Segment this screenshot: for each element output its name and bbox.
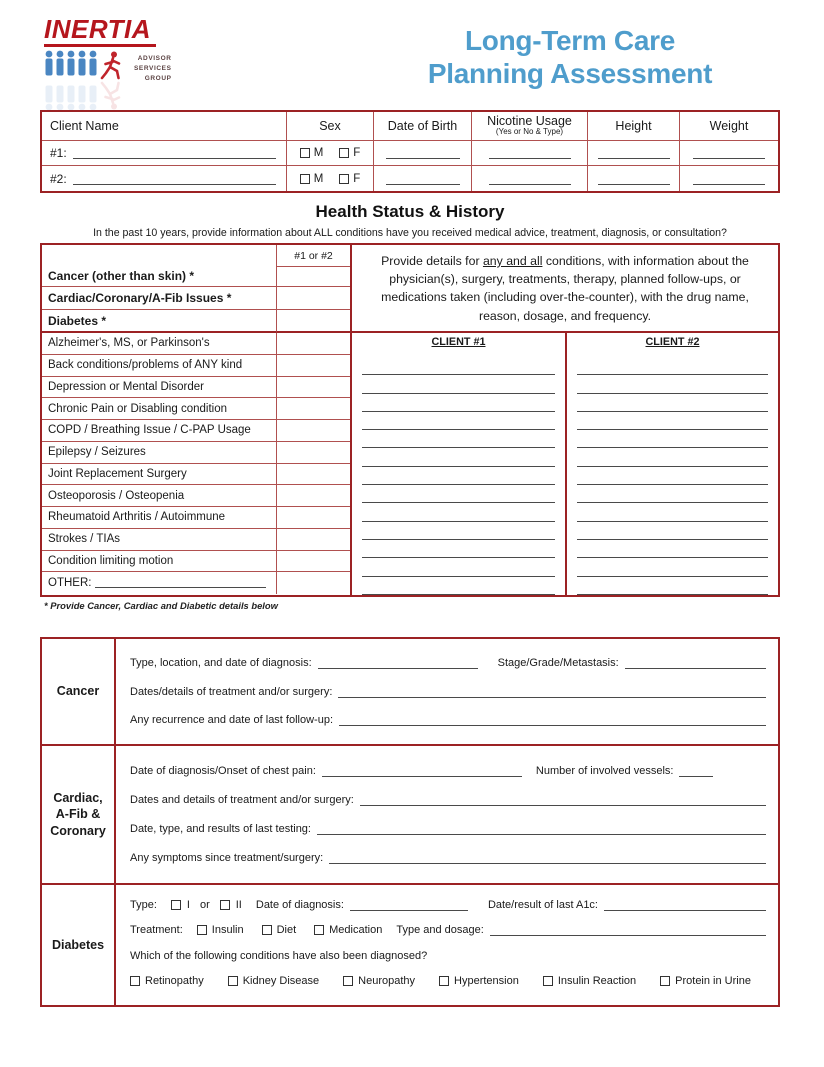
client2-column-header: CLIENT #2 <box>645 336 700 348</box>
client1-dob-field[interactable] <box>386 147 460 159</box>
client-row-2: #2: M F <box>42 166 778 191</box>
checkbox-client2-male[interactable] <box>300 174 310 184</box>
client1-height-field[interactable] <box>598 147 670 159</box>
col-header-dob: Date of Birth <box>374 112 472 141</box>
diabetes-question: Which of the following conditions have also been diagnosed? <box>130 950 428 963</box>
client2-detail-line[interactable] <box>577 577 768 595</box>
client2-detail-line[interactable] <box>577 430 768 448</box>
col-header-sex: Sex <box>287 112 374 141</box>
logo-tagline: ADVISOR SERVICES GROUP <box>134 55 172 82</box>
answer-cell-osteoporosis[interactable] <box>276 485 350 507</box>
page-title-line2: Planning Assessment <box>427 58 713 90</box>
cardiac-vessels-field[interactable] <box>679 765 713 777</box>
condition-chronic-pain: Chronic Pain or Disabling condition <box>42 398 276 420</box>
cardiac-symptoms-label: Any symptoms since treatment/surgery: <box>130 852 324 864</box>
answer-cell-joint-replacement[interactable] <box>276 464 350 486</box>
client2-detail-line[interactable] <box>577 375 768 393</box>
diabetes-a1c-label: Date/result of last A1c: <box>487 899 598 912</box>
cardiac-symptoms-field[interactable] <box>329 852 766 864</box>
answer-col-header: #1 or #2 <box>276 245 350 267</box>
logo-underline <box>44 44 156 47</box>
cardiac-section-label: Cardiac, A-Fib & Coronary <box>42 746 116 883</box>
diabetes-dx-field[interactable] <box>350 899 468 911</box>
checkbox-hypertension[interactable] <box>439 976 449 986</box>
cancer-treatment-label: Dates/details of treatment and/or surgery: <box>130 685 333 698</box>
cardiac-treatment-field[interactable] <box>360 794 766 806</box>
answer-cell-depression[interactable] <box>276 377 350 399</box>
section-heading-health: Health Status & History <box>315 202 505 221</box>
client2-detail-line[interactable] <box>577 394 768 412</box>
condition-alzheimers: Alzheimer's, MS, or Parkinson's <box>42 333 276 355</box>
condition-cardiac: Cardiac/Coronary/A-Fib Issues * <box>42 287 276 310</box>
condition-osteoporosis: Osteoporosis / Osteopenia <box>42 485 276 507</box>
diabetes-a1c-field[interactable] <box>604 899 766 911</box>
condition-epilepsy: Epilepsy / Seizures <box>42 442 276 464</box>
answer-cell-rheumatoid[interactable] <box>276 507 350 529</box>
cancer-diagnosis-field[interactable] <box>318 657 478 669</box>
client1-detail-line[interactable] <box>362 485 555 503</box>
checkbox-protein-in-urine[interactable] <box>660 976 670 986</box>
condition-other: OTHER: <box>42 572 276 594</box>
answer-cell-cancer[interactable] <box>276 267 350 287</box>
nicotine-subheader: (Yes or No & Type) <box>495 127 564 137</box>
condition-cancer: Cancer (other than skin) * <box>42 245 276 287</box>
col-header-nicotine: Nicotine Usage (Yes or No & Type) <box>472 112 588 141</box>
cancer-stage-label: Stage/Grade/Metastasis: <box>497 657 619 670</box>
condition-rheumatoid: Rheumatoid Arthritis / Autoimmune <box>42 507 276 529</box>
answer-cell-chronic-pain[interactable] <box>276 398 350 420</box>
checkbox-treatment-diet[interactable] <box>262 925 272 935</box>
client2-detail-line[interactable] <box>577 540 768 558</box>
cancer-section-label: Cancer <box>42 639 116 744</box>
condition-details-table <box>40 637 780 1007</box>
answer-cell-limiting-motion[interactable] <box>276 551 350 573</box>
client1-weight-field[interactable] <box>693 147 765 159</box>
running-figure-icon <box>102 52 119 79</box>
answer-cell-epilepsy[interactable] <box>276 442 350 464</box>
cancer-treatment-field[interactable] <box>338 686 766 698</box>
condition-copd: COPD / Breathing Issue / C-PAP Usage <box>42 420 276 442</box>
checkbox-diabetes-type-2[interactable] <box>220 900 230 910</box>
checkbox-kidney-disease[interactable] <box>228 976 238 986</box>
col-header-weight: Weight <box>680 112 778 141</box>
people-figures-icon <box>44 50 130 82</box>
inertia-logo <box>44 16 194 111</box>
client1-name-field[interactable] <box>73 147 276 159</box>
client2-detail-line[interactable] <box>577 412 768 430</box>
checkbox-insulin-reaction[interactable] <box>543 976 553 986</box>
diabetes-dosage-field[interactable] <box>490 924 766 936</box>
checkbox-neuropathy[interactable] <box>343 976 353 986</box>
client2-details-column <box>565 333 778 595</box>
condition-diabetes: Diabetes * <box>42 310 276 333</box>
cardiac-testing-label: Date, type, and results of last testing: <box>130 823 311 835</box>
logo-reflection <box>44 81 194 111</box>
details-instruction: Provide details for any and all conditions, with information about the physician(s), surgery, treatments, therapy, planned follow-ups, or medications taken (including over-the-counter), with the drug name, reason, dosage, and frequency. <box>352 245 778 333</box>
checkbox-client1-male[interactable] <box>300 148 310 158</box>
answer-cell-alzheimers[interactable] <box>276 333 350 355</box>
cardiac-testing-field[interactable] <box>317 823 766 835</box>
client1-detail-line[interactable] <box>362 503 555 521</box>
cardiac-vessels-label: Number of involved vessels: <box>535 765 674 777</box>
condition-joint-replacement: Joint Replacement Surgery <box>42 464 276 486</box>
client2-label: #2: <box>50 171 67 186</box>
page-title <box>350 24 790 90</box>
page-title-line1: Long-Term Care <box>465 25 675 56</box>
diabetes-type-label: Type: <box>130 899 157 912</box>
client1-detail-line[interactable] <box>362 412 555 430</box>
checkbox-retinopathy[interactable] <box>130 976 140 986</box>
client2-weight-field[interactable] <box>693 173 765 185</box>
diabetes-treatment-label: Treatment: <box>130 923 183 936</box>
client2-detail-line[interactable] <box>577 503 768 521</box>
client1-details-column <box>352 333 565 595</box>
checkbox-treatment-insulin[interactable] <box>197 925 207 935</box>
answer-cell-cardiac[interactable] <box>276 287 350 310</box>
cardiac-diagnosis-field[interactable] <box>322 765 522 777</box>
condition-depression: Depression or Mental Disorder <box>42 377 276 399</box>
conditions-table <box>40 243 780 597</box>
client2-detail-line[interactable] <box>577 485 768 503</box>
client2-nicotine-field[interactable] <box>489 173 571 185</box>
col-header-client-name: Client Name <box>42 112 287 141</box>
answer-cell-other[interactable] <box>276 572 350 594</box>
client1-detail-line[interactable] <box>362 467 555 485</box>
client-row-1: #1: M F <box>42 141 778 166</box>
client2-name-field[interactable] <box>73 173 276 185</box>
answer-cell-back[interactable] <box>276 355 350 377</box>
checkbox-treatment-medication[interactable] <box>314 925 324 935</box>
underlined-phrase: any and all <box>482 254 543 268</box>
client1-detail-line[interactable] <box>362 558 555 576</box>
client2-detail-line[interactable] <box>577 522 768 540</box>
checkbox-diabetes-type-1[interactable] <box>171 900 181 910</box>
condition-limiting-motion: Condition limiting motion <box>42 551 276 573</box>
answer-cell-diabetes[interactable] <box>276 310 350 333</box>
client1-detail-line[interactable] <box>362 430 555 448</box>
cancer-recurrence-field[interactable] <box>339 714 766 726</box>
condition-back: Back conditions/problems of ANY kind <box>42 355 276 377</box>
conditions-grid <box>40 243 350 597</box>
client2-dob-field[interactable] <box>386 173 460 185</box>
cancer-diagnosis-label: Type, location, and date of diagnosis: <box>130 657 312 670</box>
cancer-section <box>42 639 778 744</box>
diabetes-dx-label: Date of diagnosis: <box>255 899 344 912</box>
client1-detail-line[interactable] <box>362 577 555 595</box>
section-subheading-health: In the past 10 years, provide information about ALL conditions have you received medical advice, treatment, diagnosis, or consultation? <box>93 227 727 239</box>
cardiac-section <box>42 744 778 883</box>
client1-detail-line[interactable] <box>362 375 555 393</box>
client2-detail-line[interactable] <box>577 357 768 375</box>
client-info-table <box>40 110 780 193</box>
logo-brand-text: INERTIA <box>44 14 152 44</box>
client1-detail-line[interactable] <box>362 394 555 412</box>
checkbox-client1-female[interactable] <box>339 148 349 158</box>
condition-strokes: Strokes / TIAs <box>42 529 276 551</box>
col-header-height: Height <box>588 112 680 141</box>
details-panel <box>350 243 780 597</box>
client2-detail-line[interactable] <box>577 467 768 485</box>
other-condition-field[interactable] <box>95 576 266 588</box>
diabetes-section: Diabetes Type: I or II Date of diagnosis: Date/result of last A1c: Treatment: Insulin Diet Medication Type and dosage: Which of the following conditions have also been diagnosed? Retinopathy Kidney Disease Neuropathy Hypertension Insulin Reaction Protein in Urine <box>42 883 778 1005</box>
answer-cell-copd[interactable] <box>276 420 350 442</box>
diabetes-section-label: Diabetes <box>42 885 116 1005</box>
client1-column-header: CLIENT #1 <box>431 336 486 348</box>
client1-label: #1: <box>50 146 67 160</box>
client1-nicotine-field[interactable] <box>489 147 571 159</box>
client1-detail-line[interactable] <box>362 522 555 540</box>
client2-detail-line[interactable] <box>577 558 768 576</box>
cardiac-diagnosis-label: Date of diagnosis/Onset of chest pain: <box>130 765 316 777</box>
cardiac-treatment-label: Dates and details of treatment and/or surgery: <box>130 794 354 806</box>
answer-cell-strokes[interactable] <box>276 529 350 551</box>
client2-detail-line[interactable] <box>577 448 768 466</box>
cancer-recurrence-label: Any recurrence and date of last follow-up: <box>130 713 334 726</box>
client1-detail-line[interactable] <box>362 448 555 466</box>
client2-height-field[interactable] <box>598 173 670 185</box>
diabetes-dosage-label: Type and dosage: <box>396 923 484 936</box>
client1-detail-line[interactable] <box>362 357 555 375</box>
checkbox-client2-female[interactable] <box>339 174 349 184</box>
client1-detail-line[interactable] <box>362 540 555 558</box>
conditions-footnote: * Provide Cancer, Cardiac and Diabetic details below <box>44 600 278 611</box>
cancer-stage-field[interactable] <box>625 657 766 669</box>
